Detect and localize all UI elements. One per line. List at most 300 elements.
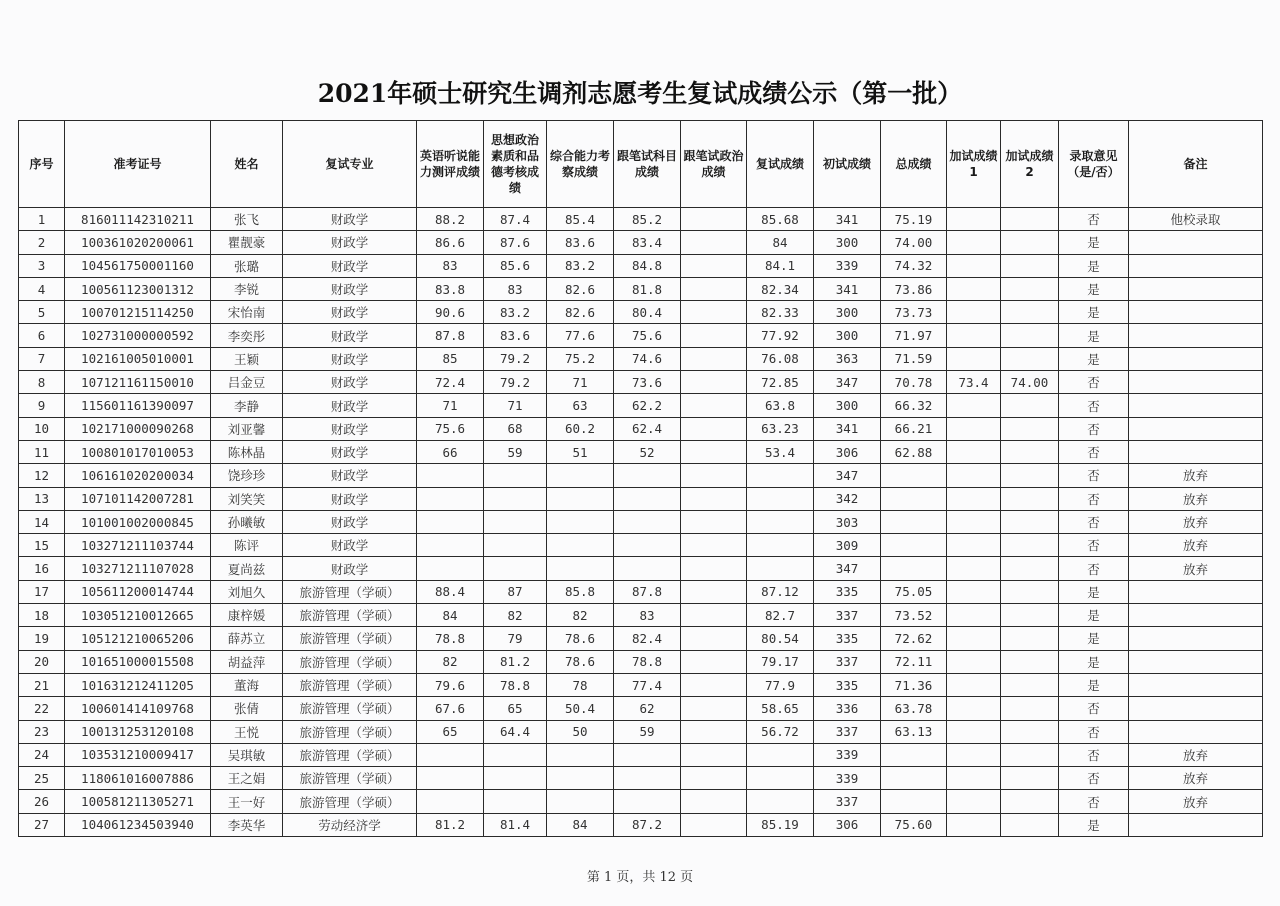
header-label: 加试成绩2: [1005, 149, 1054, 179]
cell-total-score: [881, 767, 947, 790]
cell-retest-score: [747, 487, 814, 510]
cell-total-score: 71.97: [881, 324, 947, 347]
cell-political-quality: [484, 487, 547, 510]
cell-initial-score: 309: [814, 534, 881, 557]
table-header-row: [19, 121, 1263, 208]
cell-admission: 否: [1059, 697, 1129, 720]
cell-major: 财政学: [283, 277, 417, 300]
cell-comprehensive: 83.2: [547, 254, 614, 277]
cell-major: 旅游管理（学硕）: [283, 650, 417, 673]
cell-extra-score-1: [947, 254, 1001, 277]
cell-political-quality: [484, 767, 547, 790]
cell-name: 李锐: [211, 277, 283, 300]
cell-admission: 否: [1059, 790, 1129, 813]
table-row: [19, 254, 1263, 277]
cell-exam-id: 107101142007281: [65, 487, 211, 510]
cell-seq: 7: [19, 347, 65, 370]
cell-name: 王悦: [211, 720, 283, 743]
cell-total-score: 73.86: [881, 277, 947, 300]
cell-written-subject: 74.6: [614, 347, 681, 370]
cell-extra-score-1: [947, 580, 1001, 603]
cell-retest-score: [747, 743, 814, 766]
cell-written-politics: [681, 557, 747, 580]
cell-major: 财政学: [283, 347, 417, 370]
cell-extra-score-2: [1001, 231, 1059, 254]
cell-seq: 11: [19, 440, 65, 463]
table-row: [19, 324, 1263, 347]
cell-written-politics: [681, 324, 747, 347]
cell-admission: 是: [1059, 254, 1129, 277]
cell-seq: 1: [19, 208, 65, 231]
header-label: 录取意见（是/否）: [1067, 149, 1120, 179]
cell-retest-score: 79.17: [747, 650, 814, 673]
cell-political-quality: 87.6: [484, 231, 547, 254]
cell-name: 夏尚兹: [211, 557, 283, 580]
cell-extra-score-2: [1001, 580, 1059, 603]
cell-total-score: [881, 557, 947, 580]
cell-exam-id: 107121161150010: [65, 371, 211, 394]
cell-english: 88.2: [417, 208, 484, 231]
cell-written-politics: [681, 231, 747, 254]
table-row: [19, 720, 1263, 743]
cell-retest-score: 84.1: [747, 254, 814, 277]
cell-total-score: 71.36: [881, 673, 947, 696]
cell-initial-score: 336: [814, 697, 881, 720]
cell-comprehensive: 78.6: [547, 627, 614, 650]
cell-written-politics: [681, 254, 747, 277]
cell-political-quality: 79.2: [484, 347, 547, 370]
table-row: [19, 627, 1263, 650]
table-row: [19, 510, 1263, 533]
cell-comprehensive: [547, 534, 614, 557]
cell-remarks: 放弃: [1129, 487, 1263, 510]
cell-name: 饶珍珍: [211, 464, 283, 487]
cell-political-quality: 87.4: [484, 208, 547, 231]
cell-name: 李英华: [211, 813, 283, 836]
cell-remarks: [1129, 697, 1263, 720]
cell-exam-id: 816011142310211: [65, 208, 211, 231]
cell-english: [417, 557, 484, 580]
cell-remarks: 放弃: [1129, 767, 1263, 790]
cell-major: 旅游管理（学硕）: [283, 790, 417, 813]
cell-initial-score: 300: [814, 301, 881, 324]
cell-remarks: [1129, 324, 1263, 347]
cell-retest-score: 58.65: [747, 697, 814, 720]
cell-retest-score: 77.92: [747, 324, 814, 347]
cell-remarks: [1129, 604, 1263, 627]
cell-initial-score: 341: [814, 417, 881, 440]
cell-name: 李静: [211, 394, 283, 417]
cell-political-quality: 81.4: [484, 813, 547, 836]
cell-remarks: [1129, 347, 1263, 370]
table-row: [19, 440, 1263, 463]
header-political-quality: [484, 121, 547, 208]
cell-exam-id: 105611200014744: [65, 580, 211, 603]
cell-name: 张倩: [211, 697, 283, 720]
cell-political-quality: 68: [484, 417, 547, 440]
cell-written-politics: [681, 580, 747, 603]
cell-total-score: 70.78: [881, 371, 947, 394]
cell-exam-id: 115601161390097: [65, 394, 211, 417]
cell-total-score: [881, 790, 947, 813]
cell-extra-score-1: [947, 813, 1001, 836]
cell-extra-score-2: [1001, 627, 1059, 650]
cell-initial-score: 335: [814, 673, 881, 696]
table-row: [19, 557, 1263, 580]
cell-comprehensive: 75.2: [547, 347, 614, 370]
cell-initial-score: 335: [814, 627, 881, 650]
cell-seq: 2: [19, 231, 65, 254]
cell-extra-score-1: [947, 208, 1001, 231]
cell-seq: 20: [19, 650, 65, 673]
cell-extra-score-1: [947, 557, 1001, 580]
cell-written-politics: [681, 534, 747, 557]
cell-retest-score: 72.85: [747, 371, 814, 394]
cell-retest-score: 63.8: [747, 394, 814, 417]
cell-remarks: [1129, 231, 1263, 254]
cell-written-subject: [614, 464, 681, 487]
cell-exam-id: 101651000015508: [65, 650, 211, 673]
cell-english: 67.6: [417, 697, 484, 720]
cell-extra-score-1: [947, 604, 1001, 627]
cell-remarks: [1129, 673, 1263, 696]
cell-remarks: [1129, 580, 1263, 603]
cell-exam-id: 104061234503940: [65, 813, 211, 836]
cell-extra-score-2: [1001, 487, 1059, 510]
cell-admission: 是: [1059, 301, 1129, 324]
cell-retest-score: [747, 464, 814, 487]
cell-admission: 是: [1059, 580, 1129, 603]
cell-seq: 22: [19, 697, 65, 720]
cell-extra-score-2: 74.00: [1001, 371, 1059, 394]
cell-comprehensive: 85.8: [547, 580, 614, 603]
cell-exam-id: 100601414109768: [65, 697, 211, 720]
cell-written-politics: [681, 697, 747, 720]
cell-admission: 否: [1059, 557, 1129, 580]
cell-comprehensive: 50.4: [547, 697, 614, 720]
cell-written-politics: [681, 487, 747, 510]
cell-total-score: 66.32: [881, 394, 947, 417]
header-remarks: [1129, 121, 1263, 208]
cell-seq: 17: [19, 580, 65, 603]
cell-admission: 否: [1059, 767, 1129, 790]
cell-comprehensive: 82: [547, 604, 614, 627]
cell-total-score: 72.11: [881, 650, 947, 673]
cell-admission: 否: [1059, 417, 1129, 440]
cell-extra-score-1: [947, 347, 1001, 370]
cell-extra-score-2: [1001, 254, 1059, 277]
cell-political-quality: 83.6: [484, 324, 547, 347]
cell-exam-id: 100801017010053: [65, 440, 211, 463]
cell-extra-score-2: [1001, 813, 1059, 836]
cell-initial-score: 306: [814, 440, 881, 463]
cell-extra-score-2: [1001, 464, 1059, 487]
cell-admission: 否: [1059, 371, 1129, 394]
cell-seq: 8: [19, 371, 65, 394]
cell-political-quality: 78.8: [484, 673, 547, 696]
cell-name: 王之娟: [211, 767, 283, 790]
cell-initial-score: 339: [814, 767, 881, 790]
cell-major: 财政学: [283, 464, 417, 487]
cell-initial-score: 342: [814, 487, 881, 510]
cell-written-politics: [681, 767, 747, 790]
cell-exam-id: 104561750001160: [65, 254, 211, 277]
header-comprehensive: [547, 121, 614, 208]
cell-major: 旅游管理（学硕）: [283, 604, 417, 627]
cell-major: 财政学: [283, 440, 417, 463]
cell-extra-score-2: [1001, 208, 1059, 231]
cell-written-subject: 77.4: [614, 673, 681, 696]
cell-written-politics: [681, 347, 747, 370]
table-row: [19, 371, 1263, 394]
cell-major: 旅游管理（学硕）: [283, 720, 417, 743]
cell-english: [417, 487, 484, 510]
cell-english: [417, 743, 484, 766]
cell-written-subject: 82.4: [614, 627, 681, 650]
cell-remarks: 放弃: [1129, 790, 1263, 813]
cell-extra-score-2: [1001, 557, 1059, 580]
table-row: [19, 417, 1263, 440]
cell-extra-score-1: [947, 697, 1001, 720]
cell-retest-score: 85.19: [747, 813, 814, 836]
cell-admission: 否: [1059, 534, 1129, 557]
cell-remarks: 放弃: [1129, 510, 1263, 533]
header-label: 初试成绩: [822, 157, 871, 171]
cell-written-politics: [681, 440, 747, 463]
cell-extra-score-1: [947, 464, 1001, 487]
cell-initial-score: 363: [814, 347, 881, 370]
cell-comprehensive: 78: [547, 673, 614, 696]
cell-written-politics: [681, 790, 747, 813]
cell-extra-score-2: [1001, 604, 1059, 627]
cell-admission: 否: [1059, 720, 1129, 743]
cell-extra-score-2: [1001, 767, 1059, 790]
cell-exam-id: 106161020200034: [65, 464, 211, 487]
cell-written-politics: [681, 813, 747, 836]
cell-comprehensive: 77.6: [547, 324, 614, 347]
header-label: 复试成绩: [755, 157, 804, 171]
cell-exam-id: 103051210012665: [65, 604, 211, 627]
cell-english: 82: [417, 650, 484, 673]
cell-comprehensive: [547, 743, 614, 766]
cell-admission: 是: [1059, 347, 1129, 370]
cell-extra-score-2: [1001, 440, 1059, 463]
cell-seq: 16: [19, 557, 65, 580]
cell-admission: 是: [1059, 277, 1129, 300]
cell-extra-score-2: [1001, 720, 1059, 743]
cell-remarks: [1129, 627, 1263, 650]
cell-comprehensive: [547, 790, 614, 813]
cell-english: 71: [417, 394, 484, 417]
cell-seq: 25: [19, 767, 65, 790]
cell-name: 王颖: [211, 347, 283, 370]
cell-written-politics: [681, 301, 747, 324]
cell-admission: 是: [1059, 324, 1129, 347]
cell-remarks: [1129, 440, 1263, 463]
cell-remarks: [1129, 394, 1263, 417]
cell-remarks: [1129, 417, 1263, 440]
cell-written-subject: 62.2: [614, 394, 681, 417]
cell-written-subject: 62: [614, 697, 681, 720]
cell-seq: 6: [19, 324, 65, 347]
document-title: 2021年硕士研究生调剂志愿考生复试成绩公示（第一批）: [317, 79, 963, 108]
cell-retest-score: [747, 510, 814, 533]
cell-english: 85: [417, 347, 484, 370]
table-row: [19, 790, 1263, 813]
cell-name: 胡益萍: [211, 650, 283, 673]
cell-comprehensive: 78.6: [547, 650, 614, 673]
cell-exam-id: 100701215114250: [65, 301, 211, 324]
cell-admission: 否: [1059, 464, 1129, 487]
cell-english: 87.8: [417, 324, 484, 347]
cell-total-score: 75.19: [881, 208, 947, 231]
cell-extra-score-2: [1001, 394, 1059, 417]
table-row: [19, 650, 1263, 673]
cell-comprehensive: 63: [547, 394, 614, 417]
cell-seq: 13: [19, 487, 65, 510]
scores-table: [18, 120, 1263, 837]
cell-extra-score-1: [947, 277, 1001, 300]
header-seq: [19, 121, 65, 208]
cell-major: 旅游管理（学硕）: [283, 767, 417, 790]
cell-initial-score: 339: [814, 743, 881, 766]
cell-written-subject: 73.6: [614, 371, 681, 394]
cell-seq: 21: [19, 673, 65, 696]
cell-admission: 是: [1059, 231, 1129, 254]
cell-english: 79.6: [417, 673, 484, 696]
cell-seq: 24: [19, 743, 65, 766]
cell-seq: 5: [19, 301, 65, 324]
header-label: 总成绩: [895, 157, 932, 171]
cell-political-quality: 81.2: [484, 650, 547, 673]
cell-name: 张璐: [211, 254, 283, 277]
cell-retest-score: [747, 557, 814, 580]
cell-initial-score: 300: [814, 394, 881, 417]
cell-extra-score-1: [947, 720, 1001, 743]
cell-name: 宋怡南: [211, 301, 283, 324]
cell-exam-id: 103271211107028: [65, 557, 211, 580]
table-row: [19, 487, 1263, 510]
cell-retest-score: 85.68: [747, 208, 814, 231]
cell-political-quality: 87: [484, 580, 547, 603]
cell-extra-score-1: [947, 231, 1001, 254]
cell-extra-score-2: [1001, 347, 1059, 370]
cell-english: [417, 767, 484, 790]
cell-extra-score-1: [947, 487, 1001, 510]
table-row: [19, 231, 1263, 254]
cell-name: 陈评: [211, 534, 283, 557]
cell-comprehensive: [547, 464, 614, 487]
cell-extra-score-2: [1001, 301, 1059, 324]
cell-initial-score: 347: [814, 557, 881, 580]
cell-retest-score: 53.4: [747, 440, 814, 463]
cell-exam-id: 102171000090268: [65, 417, 211, 440]
table-body: [19, 208, 1263, 837]
cell-name: 李奕彤: [211, 324, 283, 347]
cell-major: 财政学: [283, 534, 417, 557]
cell-remarks: 他校录取: [1129, 208, 1263, 231]
cell-english: [417, 510, 484, 533]
cell-retest-score: 63.23: [747, 417, 814, 440]
cell-retest-score: 80.54: [747, 627, 814, 650]
cell-political-quality: [484, 534, 547, 557]
cell-seq: 19: [19, 627, 65, 650]
cell-total-score: [881, 743, 947, 766]
cell-extra-score-1: [947, 510, 1001, 533]
cell-name: 孙曦敏: [211, 510, 283, 533]
cell-extra-score-1: [947, 394, 1001, 417]
table-row: [19, 277, 1263, 300]
cell-political-quality: [484, 743, 547, 766]
cell-retest-score: 84: [747, 231, 814, 254]
cell-remarks: [1129, 813, 1263, 836]
cell-comprehensive: 85.4: [547, 208, 614, 231]
cell-admission: 是: [1059, 813, 1129, 836]
cell-total-score: 72.62: [881, 627, 947, 650]
cell-name: 吕金豆: [211, 371, 283, 394]
cell-political-quality: 59: [484, 440, 547, 463]
cell-admission: 否: [1059, 394, 1129, 417]
header-retest-score: [747, 121, 814, 208]
cell-exam-id: 103271211103744: [65, 534, 211, 557]
cell-written-politics: [681, 627, 747, 650]
cell-english: 88.4: [417, 580, 484, 603]
cell-comprehensive: [547, 557, 614, 580]
cell-total-score: 66.21: [881, 417, 947, 440]
cell-name: 刘笑笑: [211, 487, 283, 510]
cell-exam-id: 101631212411205: [65, 673, 211, 696]
cell-written-politics: [681, 650, 747, 673]
cell-written-politics: [681, 208, 747, 231]
cell-seq: 18: [19, 604, 65, 627]
cell-extra-score-2: [1001, 743, 1059, 766]
cell-name: 康梓媛: [211, 604, 283, 627]
cell-initial-score: 337: [814, 650, 881, 673]
cell-extra-score-2: [1001, 673, 1059, 696]
cell-written-subject: 62.4: [614, 417, 681, 440]
cell-english: [417, 790, 484, 813]
table-row: [19, 813, 1263, 836]
cell-comprehensive: 82.6: [547, 301, 614, 324]
header-label: 准考证号: [113, 157, 162, 171]
cell-seq: 27: [19, 813, 65, 836]
cell-comprehensive: [547, 487, 614, 510]
cell-retest-score: 77.9: [747, 673, 814, 696]
cell-seq: 4: [19, 277, 65, 300]
cell-written-subject: 80.4: [614, 301, 681, 324]
header-extra-score-1: [947, 121, 1001, 208]
cell-comprehensive: 83.6: [547, 231, 614, 254]
cell-written-politics: [681, 277, 747, 300]
cell-admission: 是: [1059, 604, 1129, 627]
cell-written-subject: [614, 510, 681, 533]
cell-extra-score-1: [947, 627, 1001, 650]
cell-comprehensive: 71: [547, 371, 614, 394]
cell-english: 66: [417, 440, 484, 463]
cell-remarks: [1129, 277, 1263, 300]
header-major: [283, 121, 417, 208]
cell-english: 75.6: [417, 417, 484, 440]
cell-political-quality: [484, 557, 547, 580]
header-admission: [1059, 121, 1129, 208]
cell-seq: 9: [19, 394, 65, 417]
cell-exam-id: 102731000000592: [65, 324, 211, 347]
header-label: 跟笔试政治成绩: [683, 149, 744, 179]
cell-initial-score: 341: [814, 277, 881, 300]
cell-major: 财政学: [283, 417, 417, 440]
cell-retest-score: 82.7: [747, 604, 814, 627]
cell-major: 旅游管理（学硕）: [283, 627, 417, 650]
